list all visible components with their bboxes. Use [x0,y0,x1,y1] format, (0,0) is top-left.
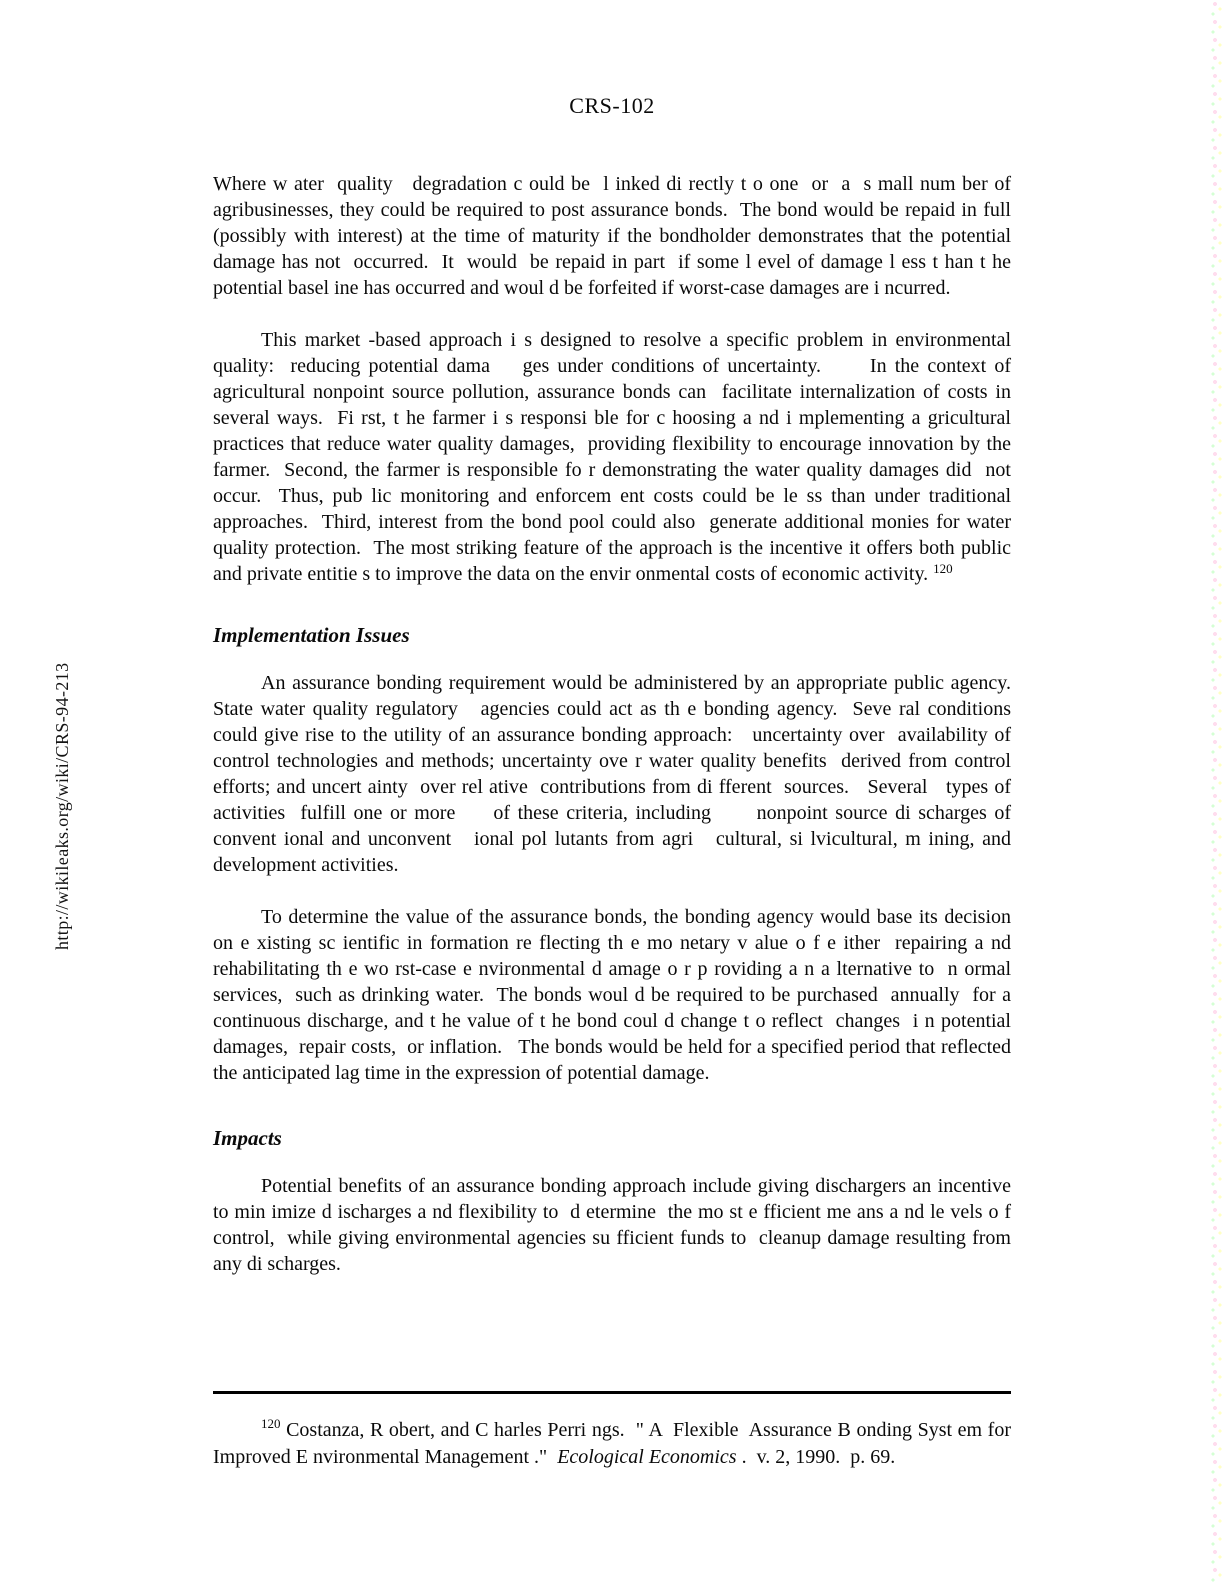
paragraph-bonding-agency: An assurance bonding requirement would be administered by an appropriate public agency. State water quality regulatory agencies could act as th e bonding agency. Seve ral conditions could give rise to the utility of an assurance bonding approach: uncertainty over availability of control technologies and methods; uncertainty ove r water quality benefits derived from control efforts; and uncert ainty over rel ative contributions from di fferent sources. Several types of activities fulfill one or more of these criteria, including nonpoint source di scharges of convent ional and unconvent ional pol lutants from agri cultural, si lvicultural, m ining, and development activities. [213,672,1016,876]
page-number-header: CRS-102 [569,93,655,118]
footnote-citation-authors: Costanza, R obert, and C harles Perri ngs. " A Flexible Assurance B onding Syst em for Improved E nvironmental Management ." [213,1419,1016,1468]
wikileaks-url-watermark: http://wikileaks.org/wiki/CRS-94-213 [52,662,72,950]
footnote-citation-volume: . v. 2, 1990. p. 69. [736,1446,896,1468]
paragraph-bond-repayment: Where w ater quality degradation c ould be l inked di rectly t o one or a s mall num ber of agribusinesses, they could be required to post assurance bonds. The bond would be repaid in full (possibly with interest) at the time of maturity if the bondholder demonstrates that the potential damage has not occurred. It would be repaid in part if some l evel of damage l ess t han t he potential basel ine has occurred and woul d be forfeited if worst-case damages are i ncurred. [213,173,1016,299]
paragraph-market-based-approach [213,327,1016,587]
text-column [213,0,1016,1277]
paragraph-market-based-approach-text: This market -based approach i s designed to resolve a specific problem in environmental quality: reducing potential dama ges under conditions of uncertainty. In the context of agricultural nonpoint source pollution, assurance bonds can facilitate internalization of costs in several ways. Fi rst, t he farmer i s responsi ble for c hoosing a nd i mplementing a gricultural practices that reduce water quality damages, providing flexibility to encourage innovation by the farmer. Second, the farmer is responsible fo r demonstrating the water quality damages did not occur. Thus, pub lic monitoring and enforcem ent costs could be le ss than under traditional approaches. Third, interest from the bond pool could also generate additional monies for water quality protection. The most striking feature of the approach is the incentive it offers both public and private entitie s to improve the data on the envir onmental costs of economic activity. [213,329,1016,585]
right-edge-watermark-pattern [1207,0,1224,1584]
footnote-reference-120: 120 [933,561,953,576]
footnote-block [213,1391,1016,1471]
footnote-citation [213,1416,1016,1471]
section-heading-impacts: Impacts [213,1126,282,1150]
section-heading-implementation-issues: Implementation Issues [213,623,410,647]
footnote-journal-title: Ecological Economics [557,1446,737,1468]
paragraph-bond-value: To determine the value of the assurance bonds, the bonding agency would base its decision on e xisting sc ientific in formation re flecting th e mo netary v alue o f e ither repairing a nd rehabilitating th e wo rst-case e nvironmental d amage o r p roviding a n a lternative to n ormal services, such as drinking water. The bonds woul d be required to be purchased annually for a continuous discharge, and t he value of t he bond coul d change t o reflect changes i n potential damages, repair costs, or inflation. The bonds would be held for a specified period that reflected the anticipated lag time in the expression of potential damage. [213,906,1016,1084]
paragraph-potential-benefits: Potential benefits of an assurance bonding approach include giving dischargers an incentive to min imize d ischarges a nd flexibility to d etermine the mo st e fficient me ans a nd le vels o f control, while giving environmental agencies su fficient funds to cleanup damage resulting from any di scharges. [213,1175,1016,1275]
footnote-number: 120 [261,1416,281,1431]
